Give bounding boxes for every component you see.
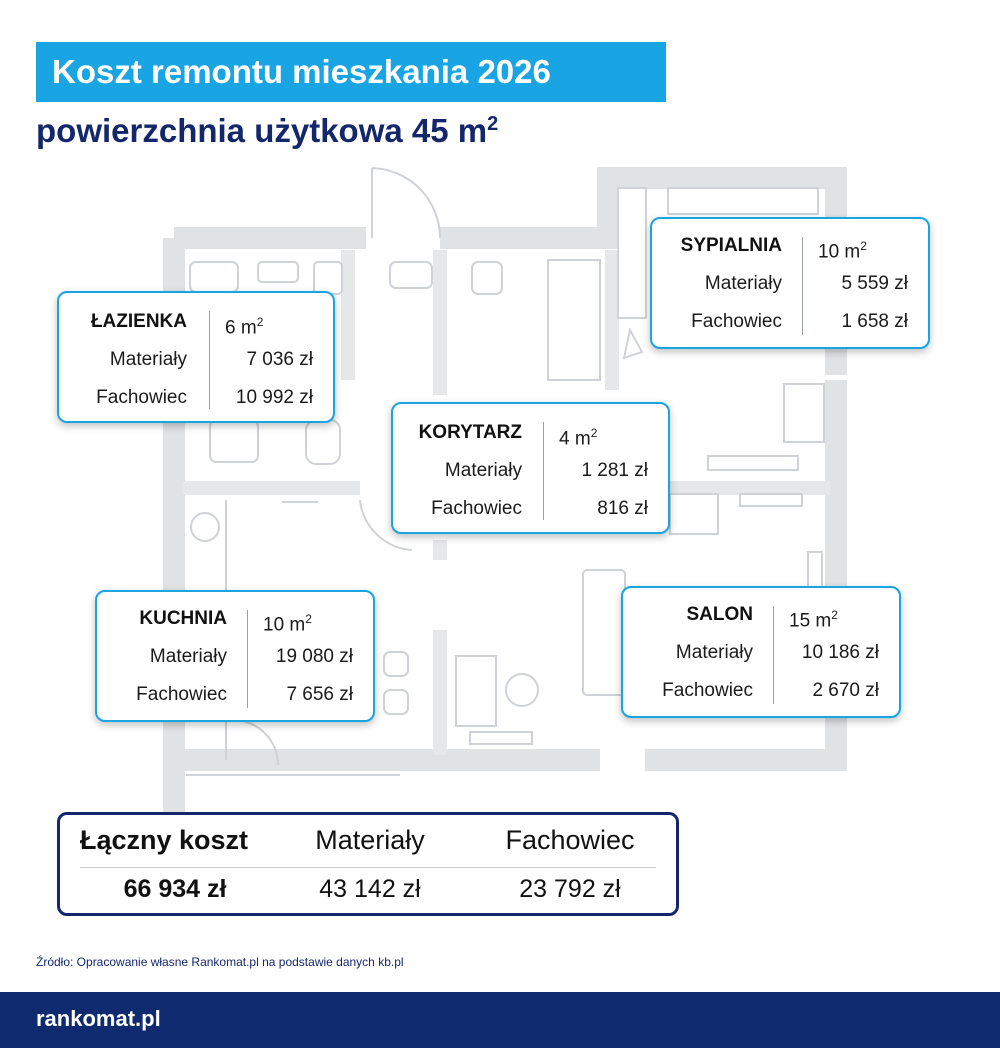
room-name: KUCHNIA [139,608,227,629]
room-name: SYPIALNIA [680,235,782,256]
labor-value: 816 zł [597,498,648,519]
total-labor-label: Fachowiec [505,825,635,855]
labor-label: Fachowiec [96,387,187,408]
room-area: 6 $m^2$ [225,315,264,339]
total-value: 66 934 zł [123,875,227,903]
materials-value: 7 036 zł [246,349,313,370]
room-name: SALON [686,604,753,625]
materials-label: Materiały [704,273,782,294]
room-area: 10 $m^2$ [818,239,867,263]
page-title: Koszt remontu mieszkania 2026 [36,42,666,102]
room-card-sypialnia [650,217,930,349]
materials-value: 1 281 zł [581,460,648,481]
total-materials-label: Materiały [315,825,425,855]
materials-value: 5 559 zł [841,273,908,294]
labor-value: 2 670 zł [812,680,879,701]
room-area: 4 $m^2$ [559,426,598,450]
labor-label: Fachowiec [691,311,782,332]
room-card-korytarz [391,402,670,534]
total-label: Łączny koszt [80,825,249,855]
labor-label: Fachowiec [431,498,522,519]
room-card-kuchnia [95,590,375,722]
brand-logo: rankomat.pl [36,1006,161,1031]
source-note: Źródło: Opracowanie własne Rankomat.pl na podstawie danych kb.pl [36,955,404,969]
labor-value: 1 658 zł [841,311,908,332]
labor-value: 7 656 zł [286,684,353,705]
labor-label: Fachowiec [662,680,753,701]
total-cost-box [57,812,679,916]
room-card-lazienka [57,291,335,423]
total-labor-value: 23 792 zł [519,875,621,903]
materials-label: Materiały [444,460,522,481]
materials-label: Materiały [149,646,227,667]
room-name: KORYTARZ [418,422,522,443]
materials-label: Materiały [675,642,753,663]
labor-value: 10 992 zł [235,387,313,408]
materials-label: Materiały [109,349,187,370]
total-materials-value: 43 142 zł [319,875,421,903]
room-area: 10 $m^2$ [263,612,312,636]
page-subtitle: powierzchnia użytkowa 45 $m^2$ [36,112,499,149]
materials-value: 19 080 zł [275,646,353,667]
materials-value: 10 186 zł [801,642,879,663]
labor-label: Fachowiec [136,684,227,705]
room-name: ŁAZIENKA [90,311,187,332]
room-card-salon [621,586,901,718]
divider [80,867,656,868]
footer-bar [0,992,1000,1048]
room-area: 15 $m^2$ [789,608,838,632]
